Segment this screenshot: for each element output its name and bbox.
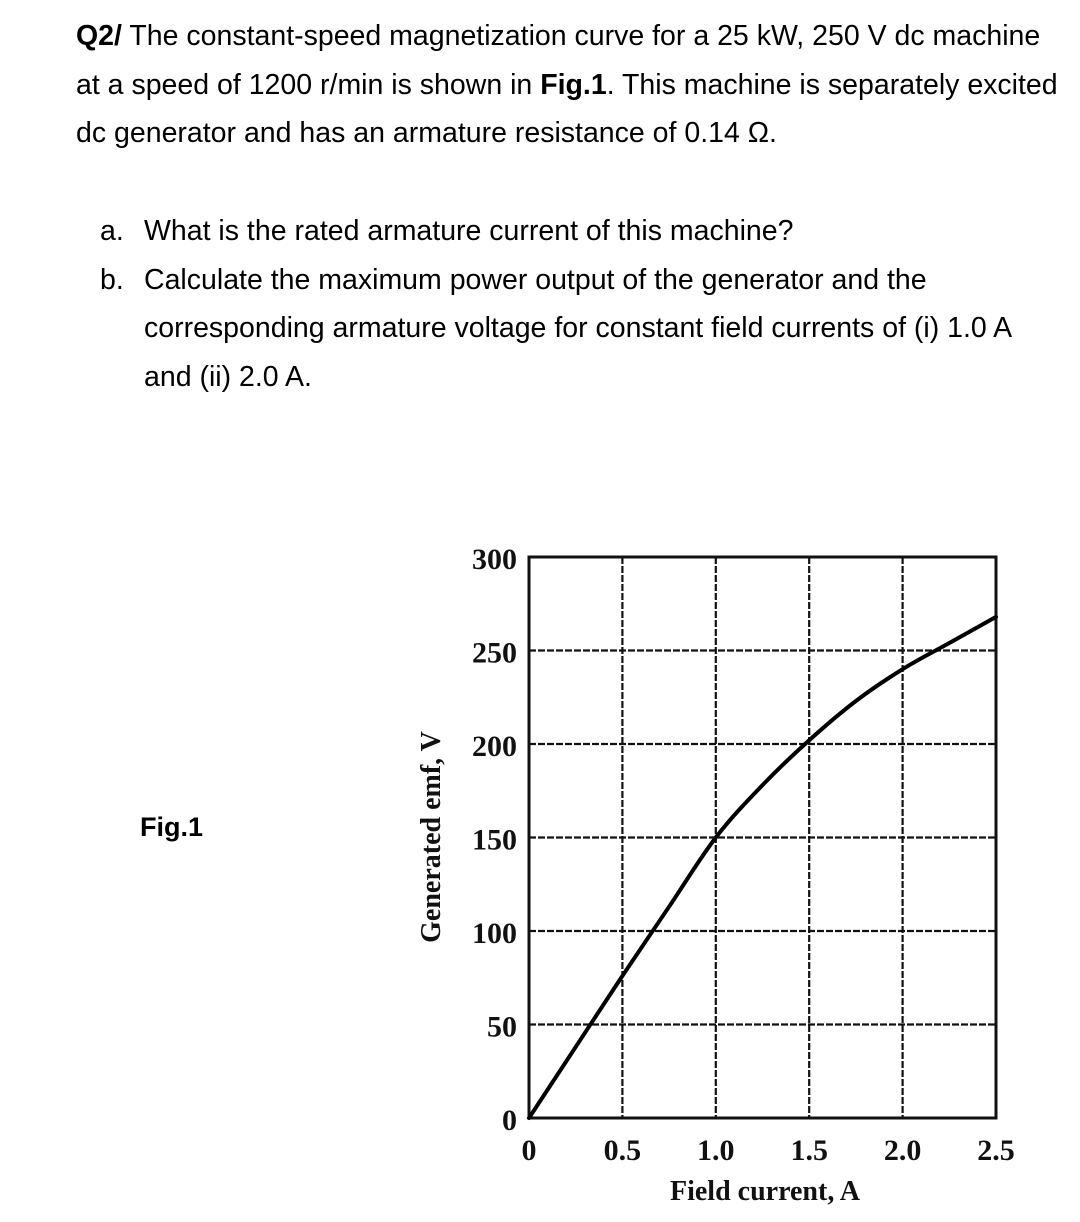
question-text <box>76 12 1061 158</box>
y-tick-label: 300 <box>472 543 517 576</box>
y-tick-label: 100 <box>472 917 517 950</box>
x-tick-label: 2.5 <box>977 1134 1015 1167</box>
y-tick-label: 0 <box>502 1104 517 1137</box>
question-number: Q2/ <box>76 20 122 52</box>
figure-reference: Fig.1 <box>540 68 607 101</box>
magnetization-chart <box>0 520 1080 1222</box>
figure-label: Fig.1 <box>140 812 204 842</box>
x-tick-label: 2.0 <box>883 1134 922 1167</box>
part-a-text: What is the rated armature current of this machine? <box>144 215 794 247</box>
x-tick-label: 1.5 <box>790 1134 828 1167</box>
y-tick-label: 150 <box>472 823 517 857</box>
y-tick-label: 50 <box>487 1010 517 1044</box>
part-b-text: Calculate the maximum power output of the generator and the corresponding armature voltage for constant field currents of (i) 1.0 A and (ii) 2.0 A. <box>144 263 1011 393</box>
question-parts <box>100 207 1060 401</box>
x-tick-label: 0.5 <box>603 1134 642 1167</box>
x-tick-label: 1.0 <box>697 1134 735 1167</box>
part-b-marker: b. <box>100 263 124 296</box>
x-axis-label: Field current, A <box>669 1176 861 1207</box>
question-body-end: . This machine is separately excited dc generator and has an armature resistance of 0.14 Ω. <box>76 68 1058 149</box>
chart-grid <box>529 557 996 1118</box>
part-a-marker: a. <box>100 215 124 247</box>
y-axis-label: Generated emf, V <box>416 731 447 943</box>
y-tick-label: 250 <box>472 636 517 670</box>
part-a <box>100 207 1060 256</box>
chart-ticks <box>472 543 1015 1167</box>
chart-series <box>529 617 996 1118</box>
part-b <box>100 256 1060 402</box>
question-body-start: The constant-speed magnetization curve for a 25 kW, 250 V dc machine at a speed of 1200 r/min is shown in <box>76 20 1041 101</box>
series-line-0 <box>529 617 996 1118</box>
y-tick-label: 200 <box>472 730 517 763</box>
x-tick-label: 0 <box>521 1134 537 1167</box>
